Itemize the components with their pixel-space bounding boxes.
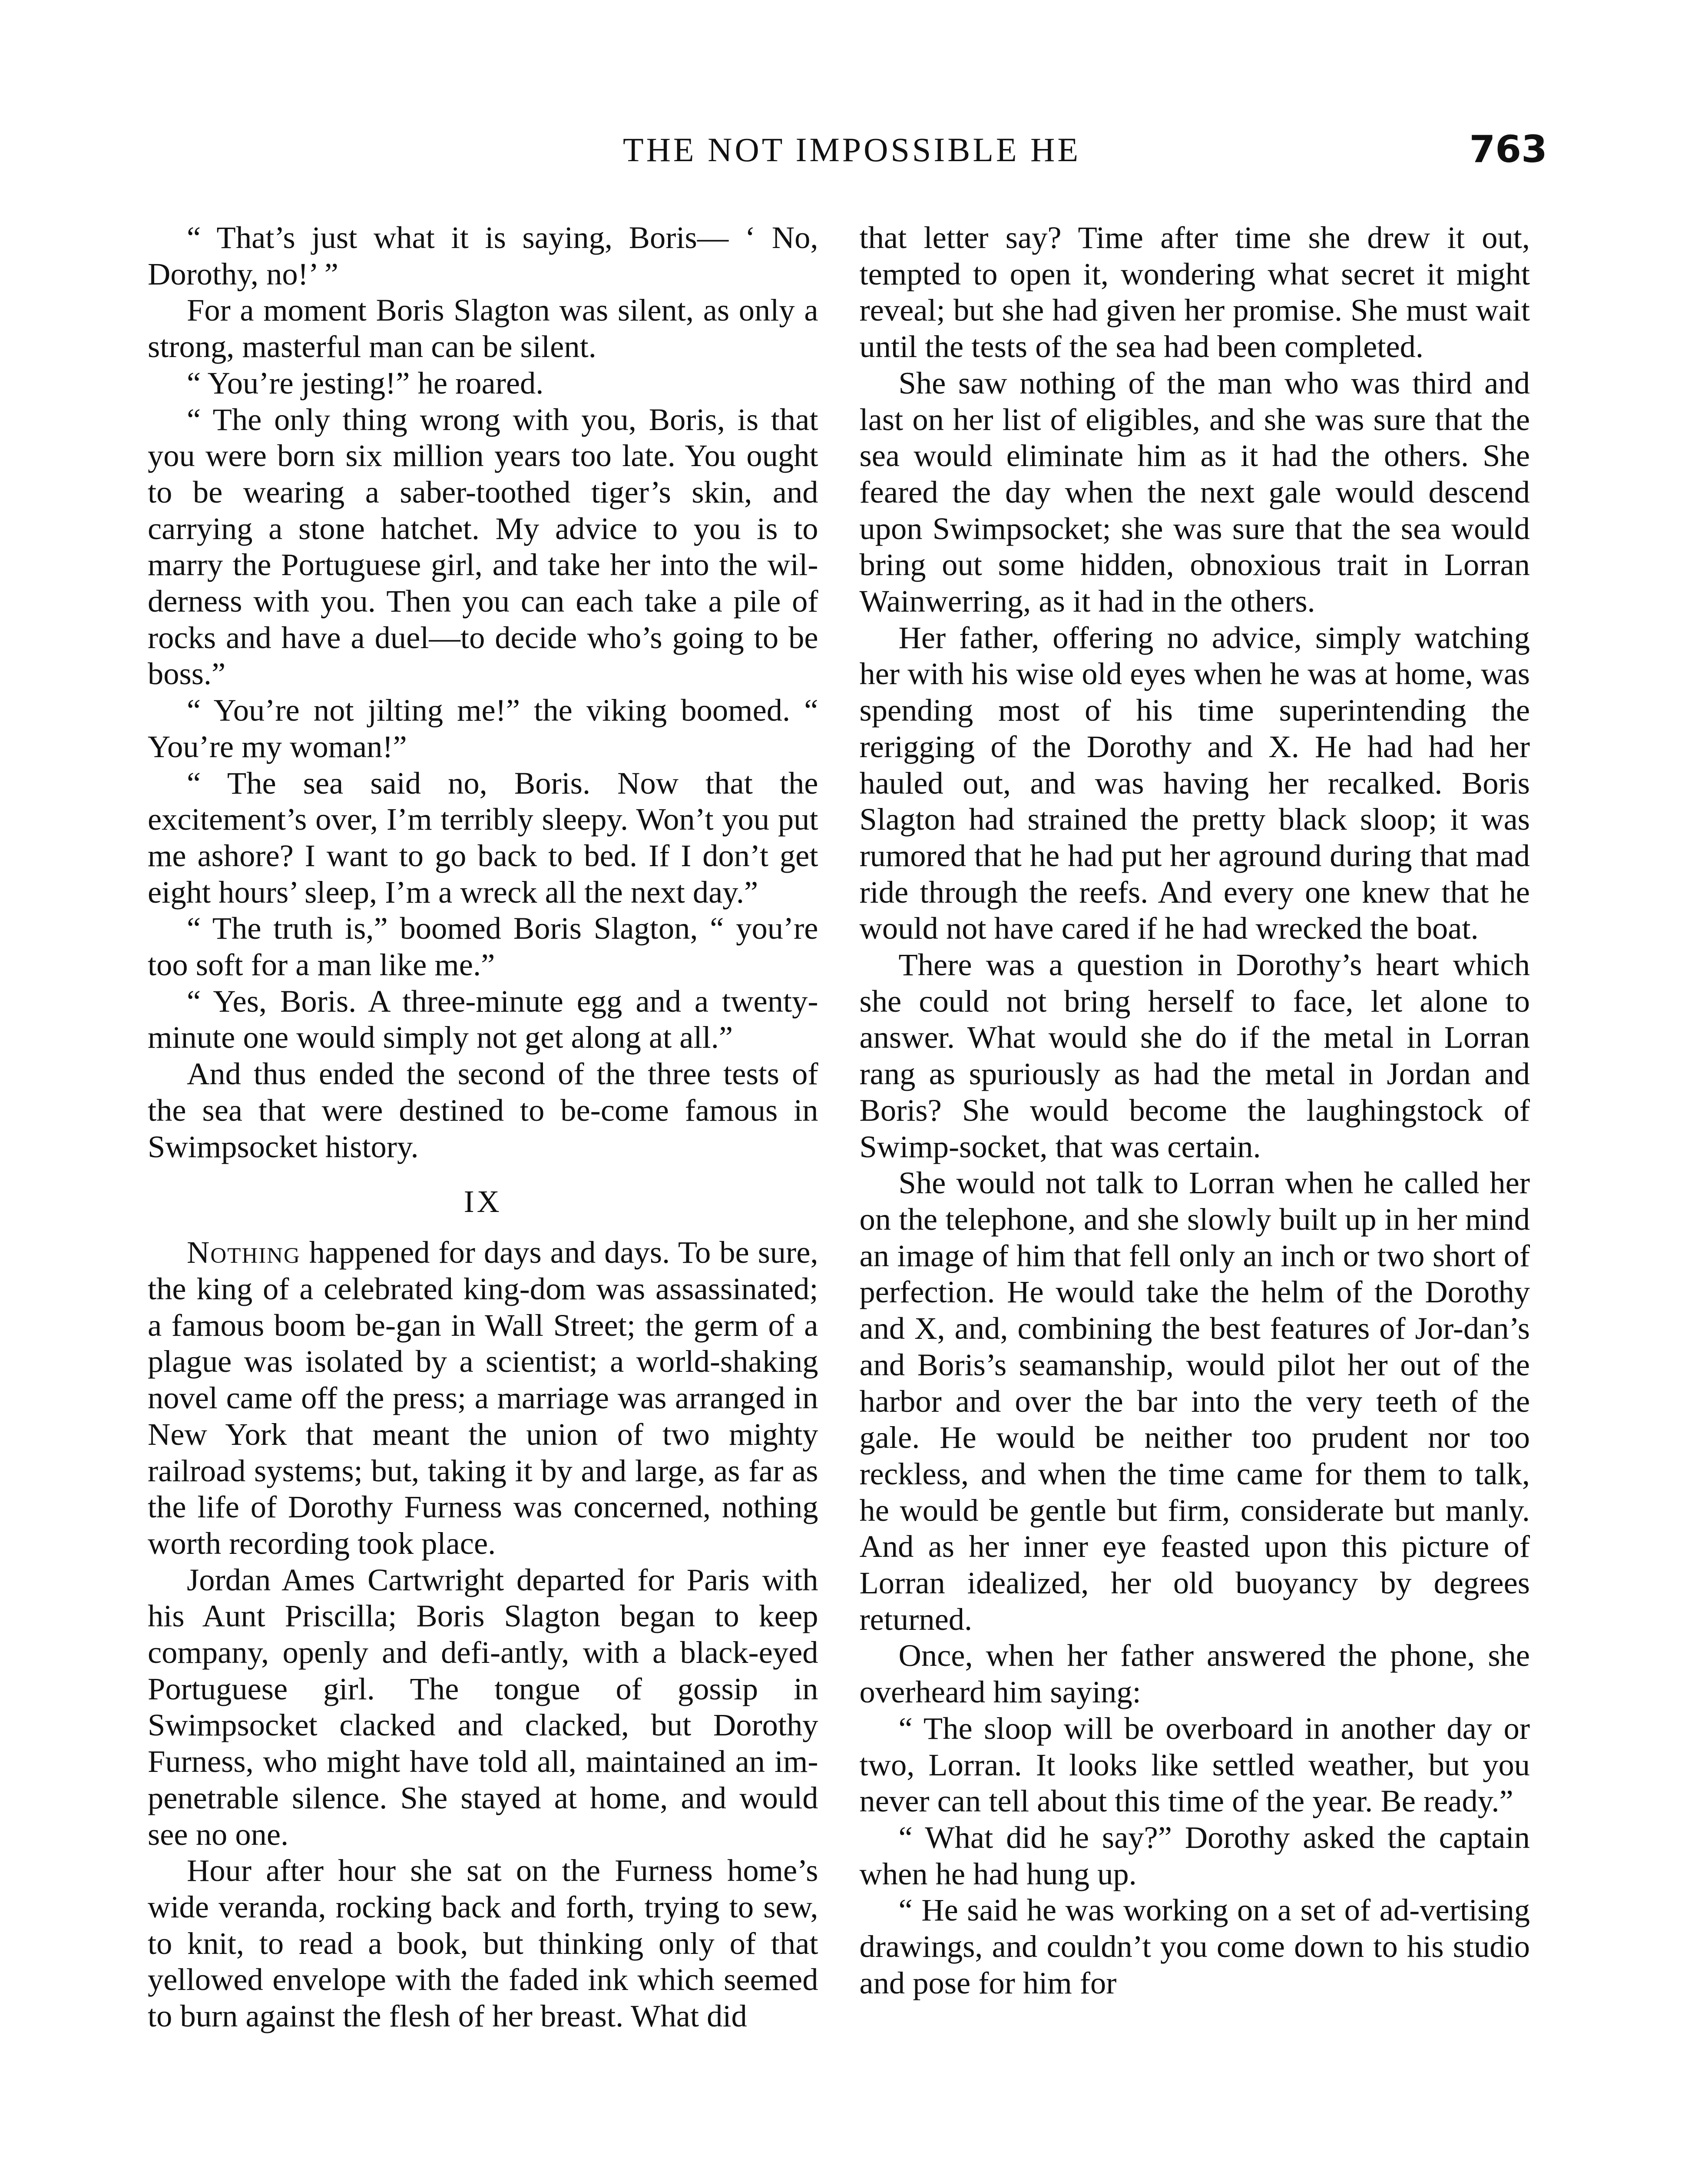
paragraph: Her father, offering no advice, simply watching her with his wise old eyes when he was at home, was spending most of his time superintending the rerigging of the Dorothy and X. He had had her hauled out, and was having her recalked. Boris Slagton had strained the pretty black sloop; it was rumored that he had put her aground during that mad ride through the reefs. And every one knew that he would not have cared if he had wrecked the boat. <box>859 619 1530 946</box>
paragraph: She saw nothing of the man who was third and last on her list of eligibles, and she was sure that the sea would eliminate him as it had the others. She feared the day when the next gale would descend upon Swimpsocket; she was sure that the sea would bring out some hidden, obnoxious trait in Lorran Wainwerring, as it had in the others. <box>859 365 1530 619</box>
left-column <box>148 219 818 2172</box>
running-title: THE NOT IMPOSSIBLE HE <box>622 131 1081 169</box>
paragraph: “ Yes, Boris. A three-minute egg and a twenty-minute one would simply not get along at all.” <box>148 983 818 1055</box>
right-column <box>860 219 1530 2172</box>
paragraph: There was a question in Dorothy’s heart which she could not bring herself to face, let alone to answer. What would she do if the metal in Lorran rang as spuriously as had the metal in Jordan and Boris? She would become the laughingstock of Swimp-socket, that was certain. <box>859 947 1530 1164</box>
page-number: 763 <box>1469 128 1547 171</box>
paragraph: She would not talk to Lorran when he called her on the telephone, and she slowly built up in her mind an image of him that fell only an inch or two short of perfection. He would take the helm of the Dorothy and X, and, combining the best features of Jor-dan’s and Boris’s seamanship, would pilot her out of the harbor and over the bar into the very teeth of the gale. He would be neither too prudent nor too reckless, and when the time came for them to talk, he would be gentle but firm, considerate but manly. And as her inner eye feasted upon this picture of Lorran idealized, her old buoyancy by degrees returned. <box>859 1165 1530 1637</box>
paragraph: For a moment Boris Slagton was silent, as only a strong, masterful man can be silent. <box>148 292 818 364</box>
continued-paragraph: that letter say? Time after time she drew it out, tempted to open it, wondering what secret it might reveal; but she had given her promise. She must wait until the tests of the sea had been completed. <box>859 220 1530 364</box>
opening-text: happened for days and days. To be sure, the king of a celebrated king-dom was assassinated; a famous boom be-gan in Wall Street; the germ of a plague was isolated by a scientist; a world-shaking novel came off the press; a marriage was arranged in New York that meant the union of two mighty railroad systems; but, taking it by and large, as far as the life of Dorothy Furness was concerned, nothing worth recording took place. <box>148 1235 818 1561</box>
paragraph: “ You’re not jilting me!” the viking boomed. “ You’re my woman!” <box>148 692 818 764</box>
text-columns <box>148 219 1530 2172</box>
page-header <box>156 130 1547 191</box>
paragraph: And thus ended the second of the three tests of the sea that were destined to be-come famous in Swimpsocket history. <box>148 1056 818 1164</box>
paragraph: “ He said he was working on a set of ad-vertising drawings, and couldn’t you come down to his studio and pose for him for <box>859 1892 1530 2000</box>
paragraph: “ That’s just what it is saying, Boris— ‘ No, Dorothy, no!’ ” <box>148 220 818 291</box>
small-caps-opening: Nothing <box>187 1235 301 1270</box>
paragraph: Once, when her father answered the phone, she overheard him saying: <box>859 1638 1530 1710</box>
section-opening-paragraph <box>148 1234 818 1561</box>
paragraph: Jordan Ames Cartwright departed for Paris with his Aunt Priscilla; Boris Slagton began to keep company, openly and defi-antly, with a black-eyed Portuguese girl. The tongue of gossip in Swimpsocket clacked and clacked, but Dorothy Furness, who might have told all, maintained an im-penetrable silence. She stayed at home, and would see no one. <box>148 1562 818 1852</box>
paragraph: “ You’re jesting!” he roared. <box>187 365 544 401</box>
paragraph: “ The only thing wrong with you, Boris, is that you were born six million years too late. You ought to be wearing a saber-toothed tiger’s skin, and carrying a stone hatchet. My advice to you is to marry the Portuguese girl, and take her into the wil-derness with you. Then you can each take a pile of rocks and have a duel—to decide who’s going to be boss.” <box>148 401 818 692</box>
paragraph: “ The sea said no, Boris. Now that the excitement’s over, I’m terribly sleepy. Won’t you put me ashore? I want to go back to bed. If I don’t get eight hours’ sleep, I’m a wreck all the next day.” <box>148 765 818 910</box>
paragraph: “ The truth is,” boomed Boris Slagton, “ you’re too soft for a man like me.” <box>148 911 818 983</box>
section-heading: IX <box>463 1184 502 1219</box>
paragraph: “ What did he say?” Dorothy asked the captain when he had hung up. <box>859 1819 1530 1891</box>
paragraph: “ The sloop will be overboard in another day or two, Lorran. It looks like settled weather, but you never can tell about this time of the year. Be ready.” <box>859 1710 1530 1819</box>
paragraph: Hour after hour she sat on the Furness home’s wide veranda, rocking back and forth, trying to sew, to knit, to read a book, but thinking only of that yellowed envelope with the faded ink which seemed to burn against the flesh of her breast. What did <box>148 1853 818 2034</box>
